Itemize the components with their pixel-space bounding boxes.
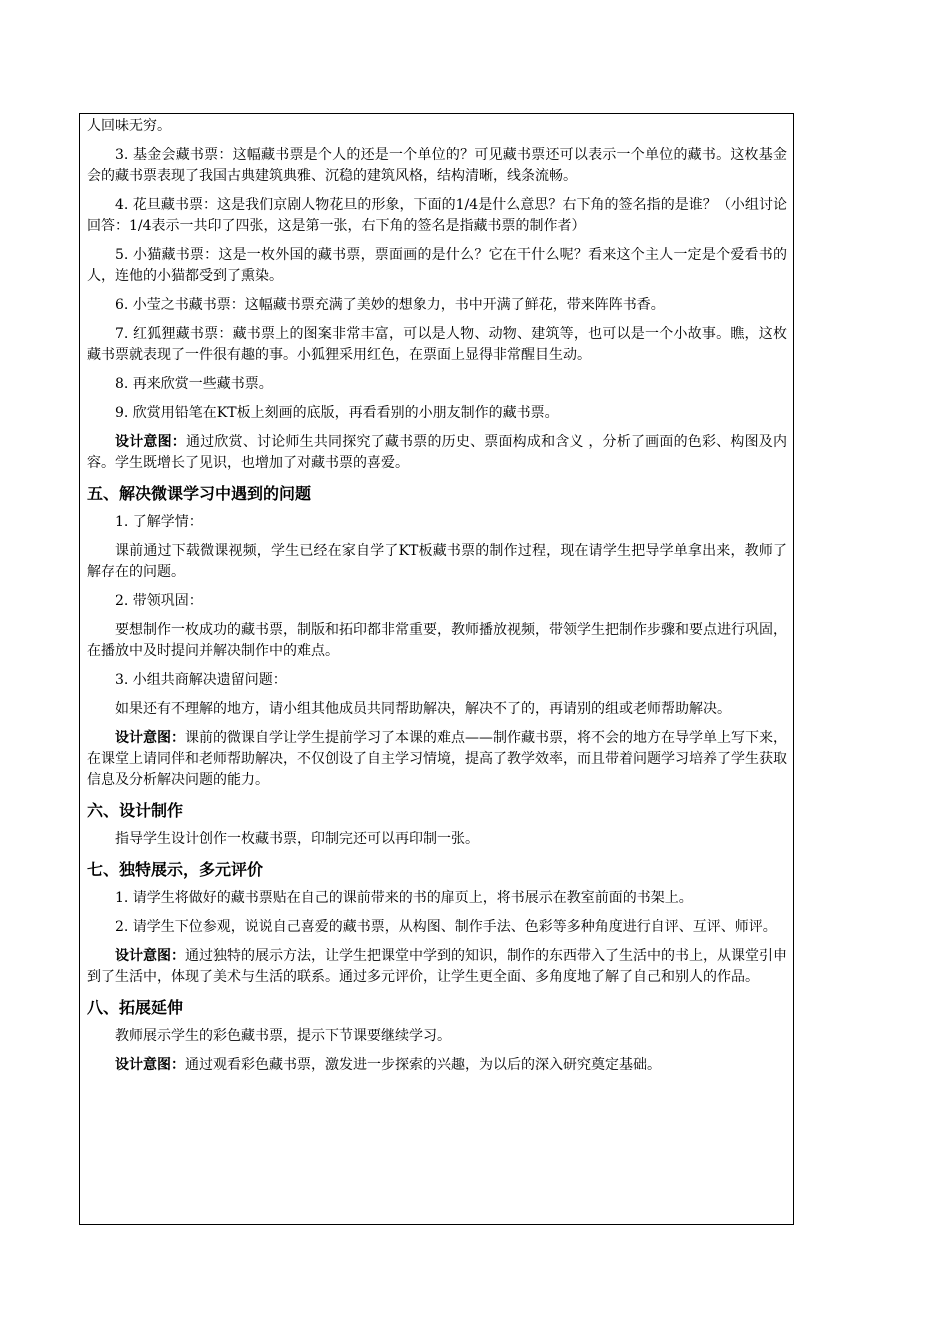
paragraph: 7. 红狐狸藏书票：藏书票上的图案非常丰富，可以是人物、动物、建筑等，也可以是一个小故事。瞧，这枚藏书票就表现了一件很有趣的事。小狐狸采用红色，在票面上显得非常醒目生动。 bbox=[87, 326, 787, 363]
paragraph: 1. 请学生将做好的藏书票贴在自己的课前带来的书的扉页上，将书展示在教室前面的书架上。 bbox=[115, 890, 693, 906]
paragraph: 6. 小莹之书藏书票：这幅藏书票充满了美妙的想象力，书中开满了鲜花，带来阵阵书香。 bbox=[115, 297, 665, 313]
paragraph: 3. 基金会藏书票：这幅藏书票是个人的还是一个单位的？可见藏书票还可以表示一个单位的藏书。这枚基金会的藏书票表现了我国古典建筑典雅、沉稳的建筑风格，结构清晰，线条流畅。 bbox=[87, 147, 787, 184]
paragraph: 指导学生设计创作一枚藏书票，印制完还可以再印制一张。 bbox=[115, 831, 479, 847]
design-intent-text: 通过独特的展示方法，让学生把课堂中学到的知识，制作的东西带入了生活中的书上，从课堂引申到了生活中，体现了美术与生活的联系。通过多元评价，让学生更全面、多角度地了解了自己和别人的作品。 bbox=[87, 948, 787, 985]
design-intent-text: 课前的微课自学让学生提前学习了本课的难点——制作藏书票，将不会的地方在导学单上写下来，在课堂上请同伴和老师帮助解决，不仅创设了自主学习情境，提高了教学效率，而且带着问题学习培养了学生获取信息及分析解决问题的能力。 bbox=[87, 730, 787, 788]
design-intent-text: 通过欣赏、讨论师生共同探究了藏书票的历史、票面构成和含义 ，分析了画面的色彩、构图及内容。学生既增长了见识，也增加了对藏书票的喜爱。 bbox=[87, 434, 787, 471]
paragraph: 5. 小猫藏书票：这是一枚外国的藏书票，票面画的是什么？它在干什么呢？看来这个主人一定是个爱看书的人，连他的小猫都受到了熏染。 bbox=[87, 247, 787, 284]
design-intent-paragraph bbox=[87, 728, 787, 791]
paragraph: 2. 请学生下位参观，说说自己喜爱的藏书票，从构图、制作手法、色彩等多种角度进行自评、互评、师评。 bbox=[115, 919, 777, 935]
design-intent-paragraph bbox=[87, 1055, 787, 1076]
paragraph: 4. 花旦藏书票：这是我们京剧人物花旦的形象，下面的1/4是什么意思？右下角的签名指的是谁？（小组讨论回答：1/4表示一共印了四张，这是第一张，右下角的签名是指藏书票的制作者） bbox=[87, 197, 787, 234]
design-intent-label: 设计意图： bbox=[115, 730, 185, 746]
paragraph: 人回味无穷。 bbox=[87, 118, 171, 134]
section-heading: 八、拓展延伸 bbox=[87, 998, 184, 1017]
section-heading: 六、设计制作 bbox=[87, 801, 184, 820]
paragraph: 课前通过下载微课视频，学生已经在家自学了KT板藏书票的制作过程，现在请学生把导学单拿出来，教师了解存在的问题。 bbox=[87, 543, 787, 580]
paragraph: 2. 带领巩固： bbox=[115, 593, 203, 609]
design-intent-paragraph bbox=[87, 946, 787, 988]
design-intent-paragraph bbox=[87, 432, 787, 474]
paragraph: 9. 欣赏用铅笔在KT板上刻画的底版，再看看别的小朋友制作的藏书票。 bbox=[115, 405, 559, 421]
paragraph: 8. 再来欣赏一些藏书票。 bbox=[115, 376, 273, 392]
design-intent-label: 设计意图： bbox=[115, 434, 187, 450]
design-intent-label: 设计意图： bbox=[115, 1057, 185, 1073]
design-intent-label: 设计意图： bbox=[115, 948, 185, 964]
design-intent-text: 通过观看彩色藏书票，激发进一步探索的兴趣，为以后的深入研究奠定基础。 bbox=[185, 1057, 661, 1073]
paragraph: 1. 了解学情： bbox=[115, 514, 203, 530]
document-body bbox=[87, 116, 787, 1084]
paragraph: 要想制作一枚成功的藏书票，制版和拓印都非常重要，教师播放视频，带领学生把制作步骤和要点进行巩固，在播放中及时提问并解决制作中的难点。 bbox=[87, 622, 787, 659]
paragraph: 如果还有不理解的地方，请小组其他成员共同帮助解决，解决不了的，再请别的组或老师帮助解决。 bbox=[115, 701, 731, 717]
paragraph: 3. 小组共商解决遗留问题： bbox=[115, 672, 287, 688]
section-heading: 五、解决微课学习中遇到的问题 bbox=[87, 484, 312, 503]
section-heading: 七、独特展示，多元评价 bbox=[87, 860, 264, 879]
paragraph: 教师展示学生的彩色藏书票，提示下节课要继续学习。 bbox=[115, 1028, 451, 1044]
